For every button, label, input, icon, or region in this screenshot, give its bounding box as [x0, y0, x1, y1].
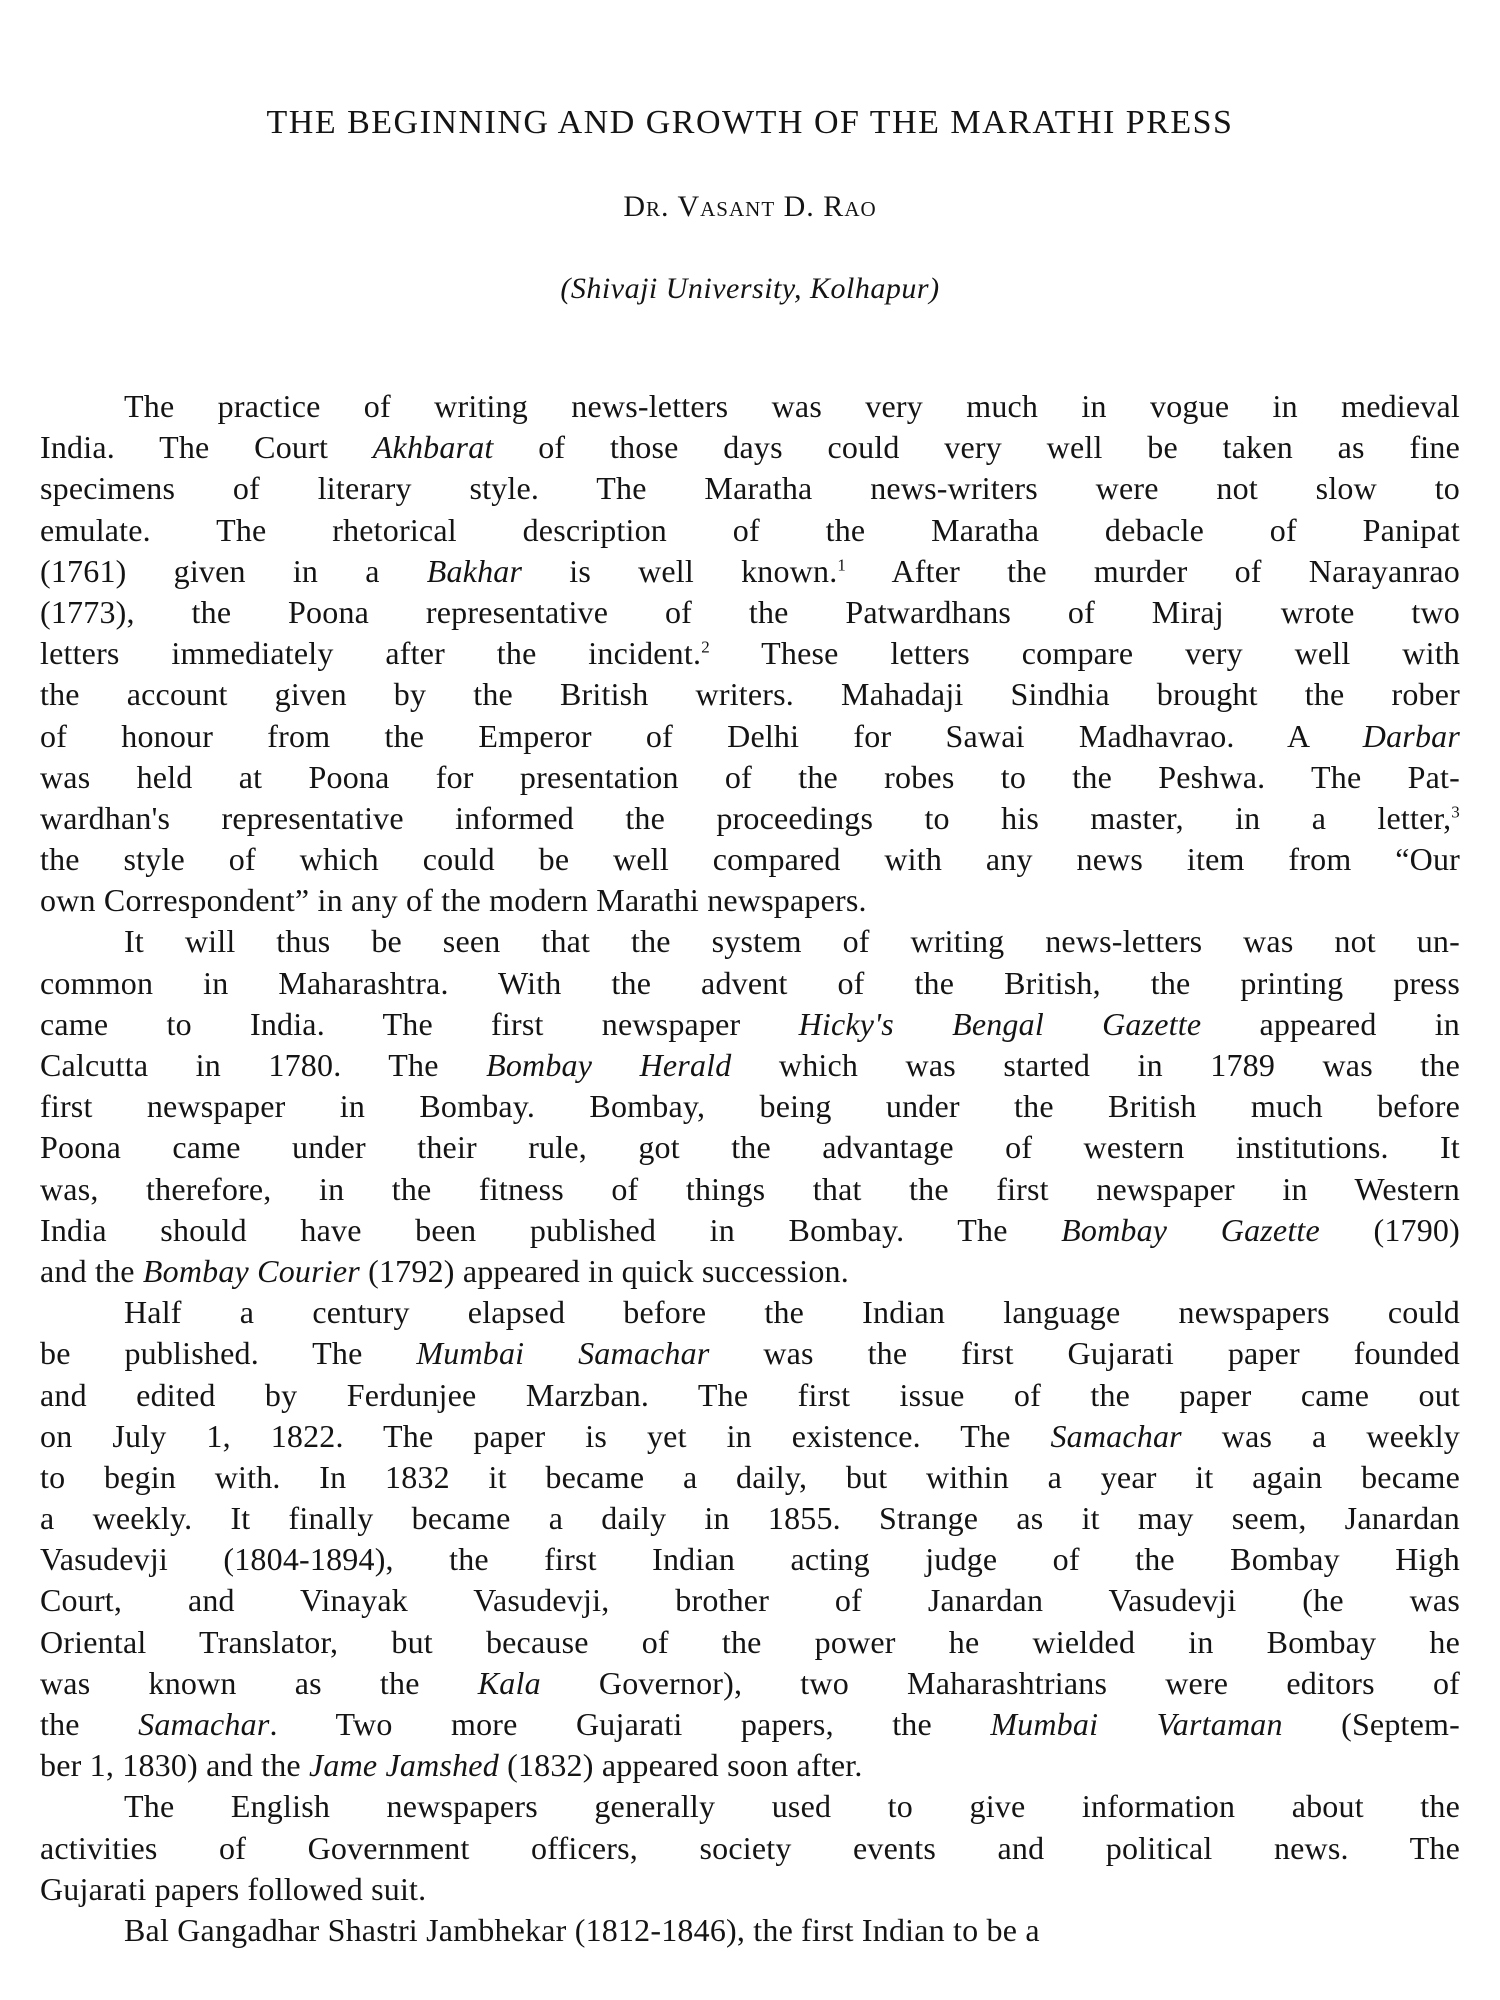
text-line — [40, 468, 1460, 509]
text-line — [40, 1375, 1460, 1416]
italic-text: Bombay Courier — [142, 1252, 360, 1289]
text-segment: appeared in — [1201, 1005, 1460, 1042]
text-segment: Bal Gangadhar Shastri Jambhekar (1812-1846), the first Indian to be a — [124, 1911, 1040, 1948]
text-line — [40, 386, 1460, 427]
text-segment: common in Maharashtra. With the advent of the British, the printing press — [40, 964, 1460, 1001]
text-segment: and the — [40, 1252, 143, 1289]
text-segment: Vasudevji (1804-1894), the first Indian acting judge of the Bombay High — [40, 1541, 1460, 1578]
text-segment: was known as the — [40, 1664, 478, 1701]
text-line — [40, 1580, 1460, 1621]
text-line — [40, 757, 1460, 798]
text-line — [40, 716, 1460, 757]
paragraph — [40, 1292, 1460, 1786]
text-segment: The practice of writing news-letters was very much in vogue in medieval — [124, 388, 1460, 424]
text-segment: Half a century elapsed before the Indian language newspapers could — [124, 1294, 1460, 1331]
text-segment: which was started in 1789 was the — [731, 1047, 1460, 1083]
text-line — [40, 1251, 1460, 1292]
text-segment: the — [40, 1706, 139, 1742]
text-line — [40, 963, 1460, 1004]
text-line — [40, 1539, 1460, 1580]
italic-text: Samachar — [138, 1706, 270, 1742]
text-line — [40, 1127, 1460, 1168]
text-segment: Poona came under their rule, got the advantage of western institutions. It — [40, 1129, 1460, 1166]
article-title: THE BEGINNING AND GROWTH OF THE MARATHI PRESS — [266, 104, 1234, 141]
text-line — [40, 1704, 1460, 1745]
text-segment: After the murder of Narayanrao — [846, 552, 1461, 589]
text-line — [40, 1457, 1460, 1498]
text-segment: (Septem- — [1282, 1706, 1460, 1742]
text-segment: (1773), the Poona representative of the Patwardhans of Miraj wrote two — [40, 593, 1460, 630]
text-segment: emulate. The rhetorical description of the Maratha debacle of Panipat — [40, 511, 1460, 548]
italic-text: Mumbai Samachar — [416, 1335, 710, 1372]
text-segment: and edited by Ferdunjee Marzban. The first issue of the paper came out — [40, 1376, 1460, 1413]
text-segment: was a weekly — [1181, 1417, 1460, 1454]
paragraph — [40, 921, 1460, 1292]
italic-text: Mumbai Vartaman — [990, 1706, 1283, 1742]
text-segment: It will thus be seen that the system of writing news-letters was not un- — [124, 923, 1460, 960]
italic-text: Darbar — [1362, 717, 1460, 754]
italic-text: Kala — [477, 1664, 541, 1701]
text-line — [40, 1622, 1460, 1663]
text-line — [40, 880, 1460, 921]
text-segment: was the first Gujarati paper founded — [709, 1335, 1461, 1372]
text-segment: was held at Poona for presentation of the robes to the Peshwa. The Pat- — [40, 758, 1460, 795]
text-segment: These letters compare very well with — [709, 635, 1460, 672]
text-segment: letters immediately after the incident. — [40, 635, 702, 672]
text-line — [40, 551, 1460, 592]
footnote-marker: 3 — [1451, 802, 1460, 822]
footnote-marker: 2 — [701, 637, 710, 657]
text-line — [40, 1828, 1460, 1869]
text-segment: activities of Government officers, society events and political news. The — [40, 1829, 1460, 1866]
text-line — [40, 1210, 1460, 1251]
text-line — [40, 1333, 1460, 1374]
text-segment: is well known. — [522, 552, 838, 589]
text-line — [40, 1292, 1460, 1333]
text-segment: Gujarati papers followed suit. — [40, 1870, 427, 1907]
text-line — [40, 798, 1460, 839]
text-segment: was, therefore, in the fitness of things that the first newspaper in Western — [40, 1170, 1460, 1207]
author-name: Dr. Vasant D. Rao — [623, 190, 877, 223]
text-segment: The English newspapers generally used to give information about the — [124, 1788, 1460, 1825]
text-segment: Governor), two Maharashtrians were editors of — [540, 1664, 1460, 1701]
text-segment: specimens of literary style. The Maratha news-writers were not slow to — [40, 470, 1460, 507]
text-line — [40, 1004, 1460, 1045]
text-segment: (1761) given in a — [40, 552, 427, 589]
text-segment: to begin with. In 1832 it became a daily, but within a year it again became — [40, 1458, 1460, 1495]
italic-text: Bakhar — [426, 552, 523, 589]
text-line — [40, 1169, 1460, 1210]
paragraph — [40, 1786, 1460, 1910]
text-line — [40, 921, 1460, 962]
text-segment: (1790) — [1319, 1211, 1460, 1248]
text-segment: on July 1, 1822. The paper is yet in existence. The — [40, 1417, 1051, 1454]
text-segment: be published. The — [40, 1335, 417, 1372]
italic-text: Bombay Herald — [486, 1047, 732, 1083]
text-line — [40, 510, 1460, 551]
italic-text: Bombay Gazette — [1061, 1211, 1320, 1248]
text-segment: own Correspondent” in any of the modern Marathi newspapers. — [40, 882, 867, 919]
text-segment: of those days could very well be taken as fine — [493, 429, 1460, 466]
text-line — [40, 1498, 1460, 1539]
text-line — [40, 592, 1460, 633]
text-segment: the style of which could be well compared with any news item from “Our — [40, 841, 1460, 878]
text-segment: India should have been published in Bombay. The — [40, 1211, 1062, 1248]
author-affiliation: (Shivaji University, Kolhapur) — [560, 272, 940, 305]
text-line — [40, 1045, 1460, 1086]
text-line — [40, 633, 1460, 674]
text-line — [40, 427, 1460, 468]
italic-text: Jame Jamshed — [309, 1747, 499, 1784]
text-segment: the account given by the British writers. Mahadaji Sindhia brought the rober — [40, 676, 1460, 713]
italic-text: Hicky's Bengal Gazette — [798, 1005, 1202, 1042]
text-segment: ber 1, 1830) and the — [40, 1747, 310, 1784]
text-line — [40, 1745, 1460, 1786]
text-segment: (1792) appeared in quick succession. — [359, 1252, 849, 1289]
article-body — [40, 386, 1460, 1951]
text-segment: (1832) appeared soon after. — [498, 1747, 863, 1784]
text-segment: Calcutta in 1780. The — [40, 1047, 487, 1083]
text-segment: Court, and Vinayak Vasudevji, brother of Janardan Vasudevji (he was — [40, 1582, 1460, 1619]
text-line — [40, 1786, 1460, 1827]
text-segment: of honour from the Emperor of Delhi for Sawai Madhavrao. A — [40, 717, 1363, 754]
text-line — [40, 674, 1460, 715]
text-segment: India. The Court — [40, 429, 373, 466]
text-segment: first newspaper in Bombay. Bombay, being under the British much before — [40, 1088, 1460, 1125]
text-line — [40, 1086, 1460, 1127]
paragraph — [40, 386, 1460, 921]
text-line — [40, 1416, 1460, 1457]
text-line — [40, 839, 1460, 880]
italic-text: Akhbarat — [372, 429, 494, 466]
text-line — [40, 1869, 1460, 1910]
text-line — [40, 1663, 1460, 1704]
text-line — [40, 1910, 1460, 1951]
text-segment: wardhan's representative informed the proceedings to his master, in a letter, — [40, 799, 1452, 836]
footnote-marker: 1 — [837, 555, 847, 575]
text-segment: came to India. The first newspaper — [40, 1005, 799, 1042]
text-segment: a weekly. It finally became a daily in 1855. Strange as it may seem, Janardan — [40, 1500, 1460, 1537]
italic-text: Samachar — [1050, 1417, 1182, 1454]
paragraph — [40, 1910, 1460, 1951]
text-segment: Oriental Translator, but because of the power he wielded in Bombay he — [40, 1623, 1460, 1660]
text-segment: . Two more Gujarati papers, the — [269, 1706, 991, 1742]
